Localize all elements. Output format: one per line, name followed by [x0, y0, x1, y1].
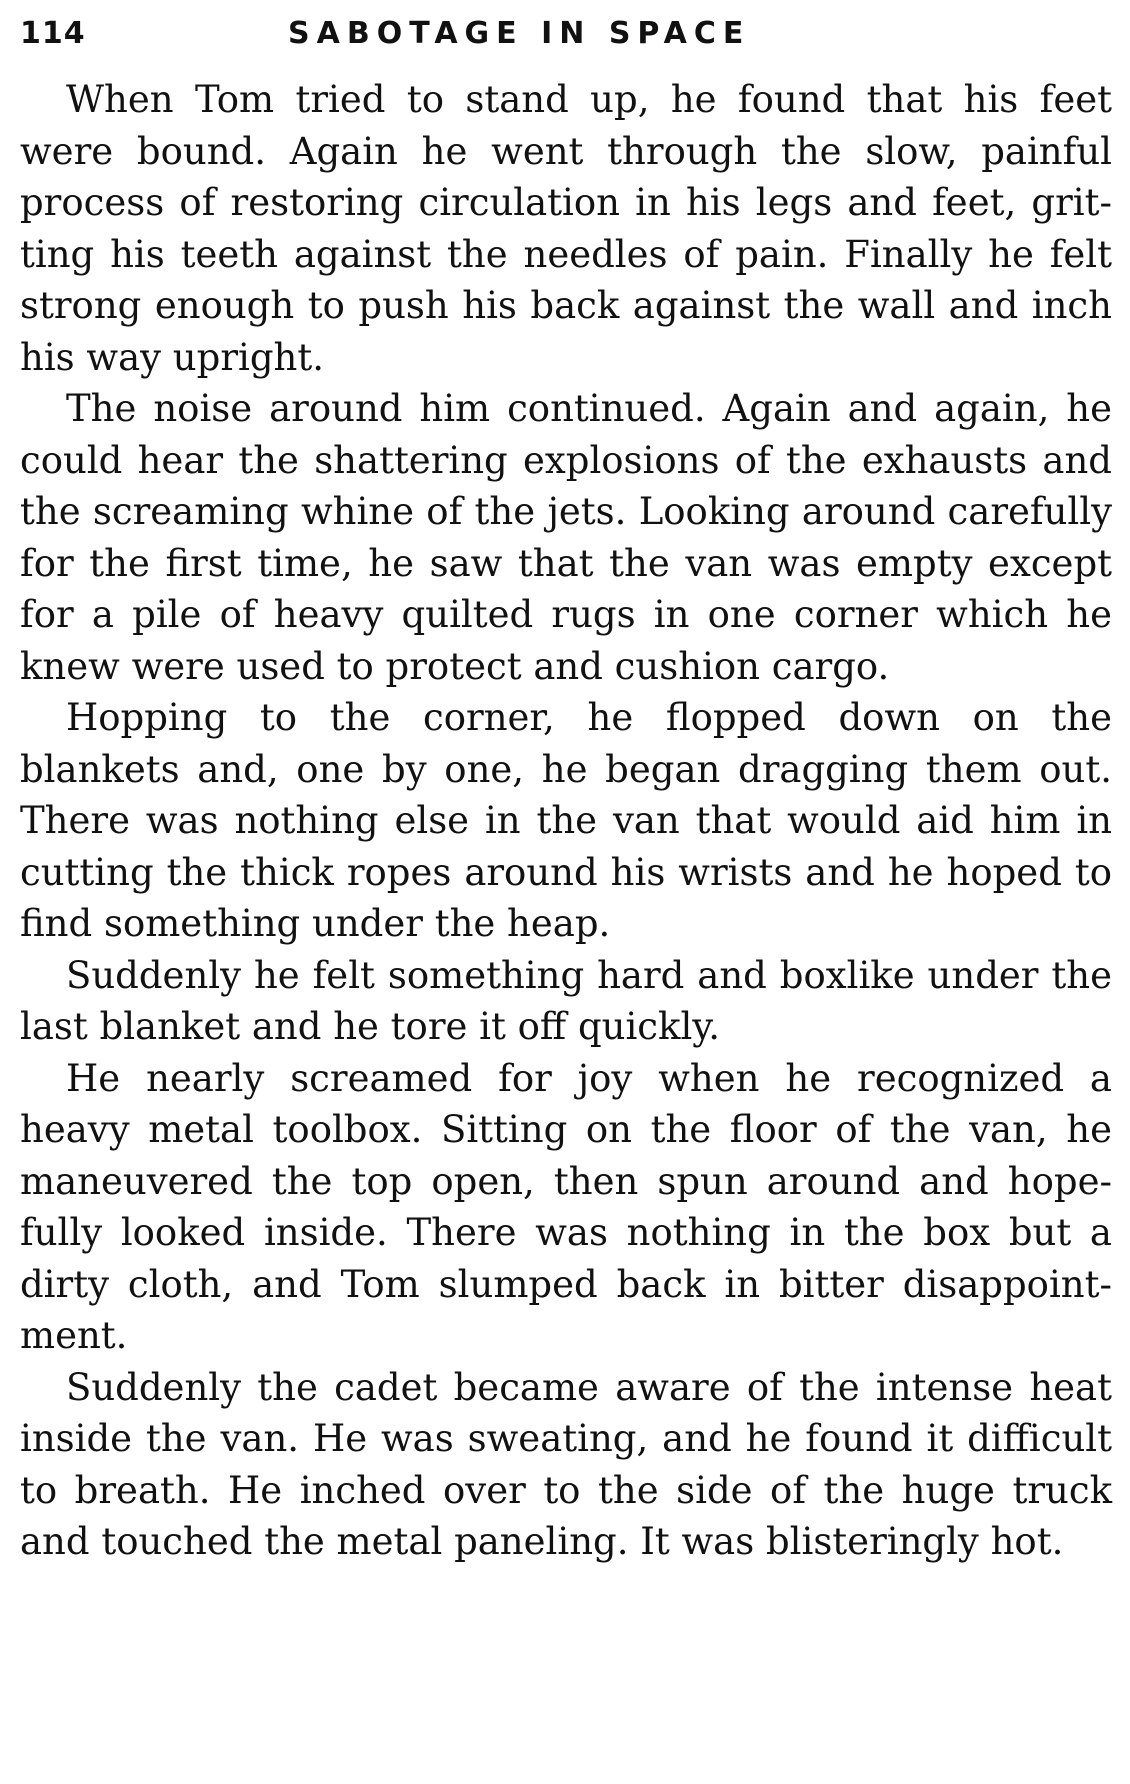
paragraph: Suddenly he felt something hard and boxlike under the last blanket and he tore it off quickly.	[20, 953, 1112, 1048]
running-head	[20, 14, 1112, 58]
book-page	[20, 14, 1112, 1774]
paragraph: When Tom tried to stand up, he found that his feet were bound. Again he went through the slow, painful process of restoring circulation in his legs and feet, gritting his teeth against the needles of pain. Finally he felt strong enough to push his back against the wall and inch his way upright.	[20, 78, 1112, 379]
running-title: SABOTAGE IN SPACE	[288, 16, 751, 51]
page-number: 114	[20, 16, 86, 51]
paragraph: Suddenly the cadet became aware of the intense heat inside the van. He was sweating, and he found it difficult to breath. He inched over to the side of the huge truck and touched the metal paneling. It was blisteringly hot.	[20, 1365, 1112, 1563]
paragraph: Hopping to the corner, he flopped down on the blankets and, one by one, he began dragging them out. There was nothing else in the van that would aid him in cutting the thick ropes around his wrists and he hoped to find something under the heap.	[20, 696, 1112, 945]
paragraph: The noise around him continued. Again and again, he could hear the shattering explosions of the exhausts and the screaming whine of the jets. Looking around carefully for the first time, he saw that the van was empty except for a pile of heavy quilted rugs in one corner which he knew were used to protect and cushion cargo.	[20, 387, 1112, 688]
body-text	[20, 74, 1112, 1568]
paragraph: He nearly screamed for joy when he recognized a heavy metal toolbox. Sitting on the floor of the van, he maneuvered the top open, then spun around and hopefully looked inside. There was nothing in the box but a dirty cloth, and Tom slumped back in bitter disappointment.	[20, 1056, 1112, 1357]
